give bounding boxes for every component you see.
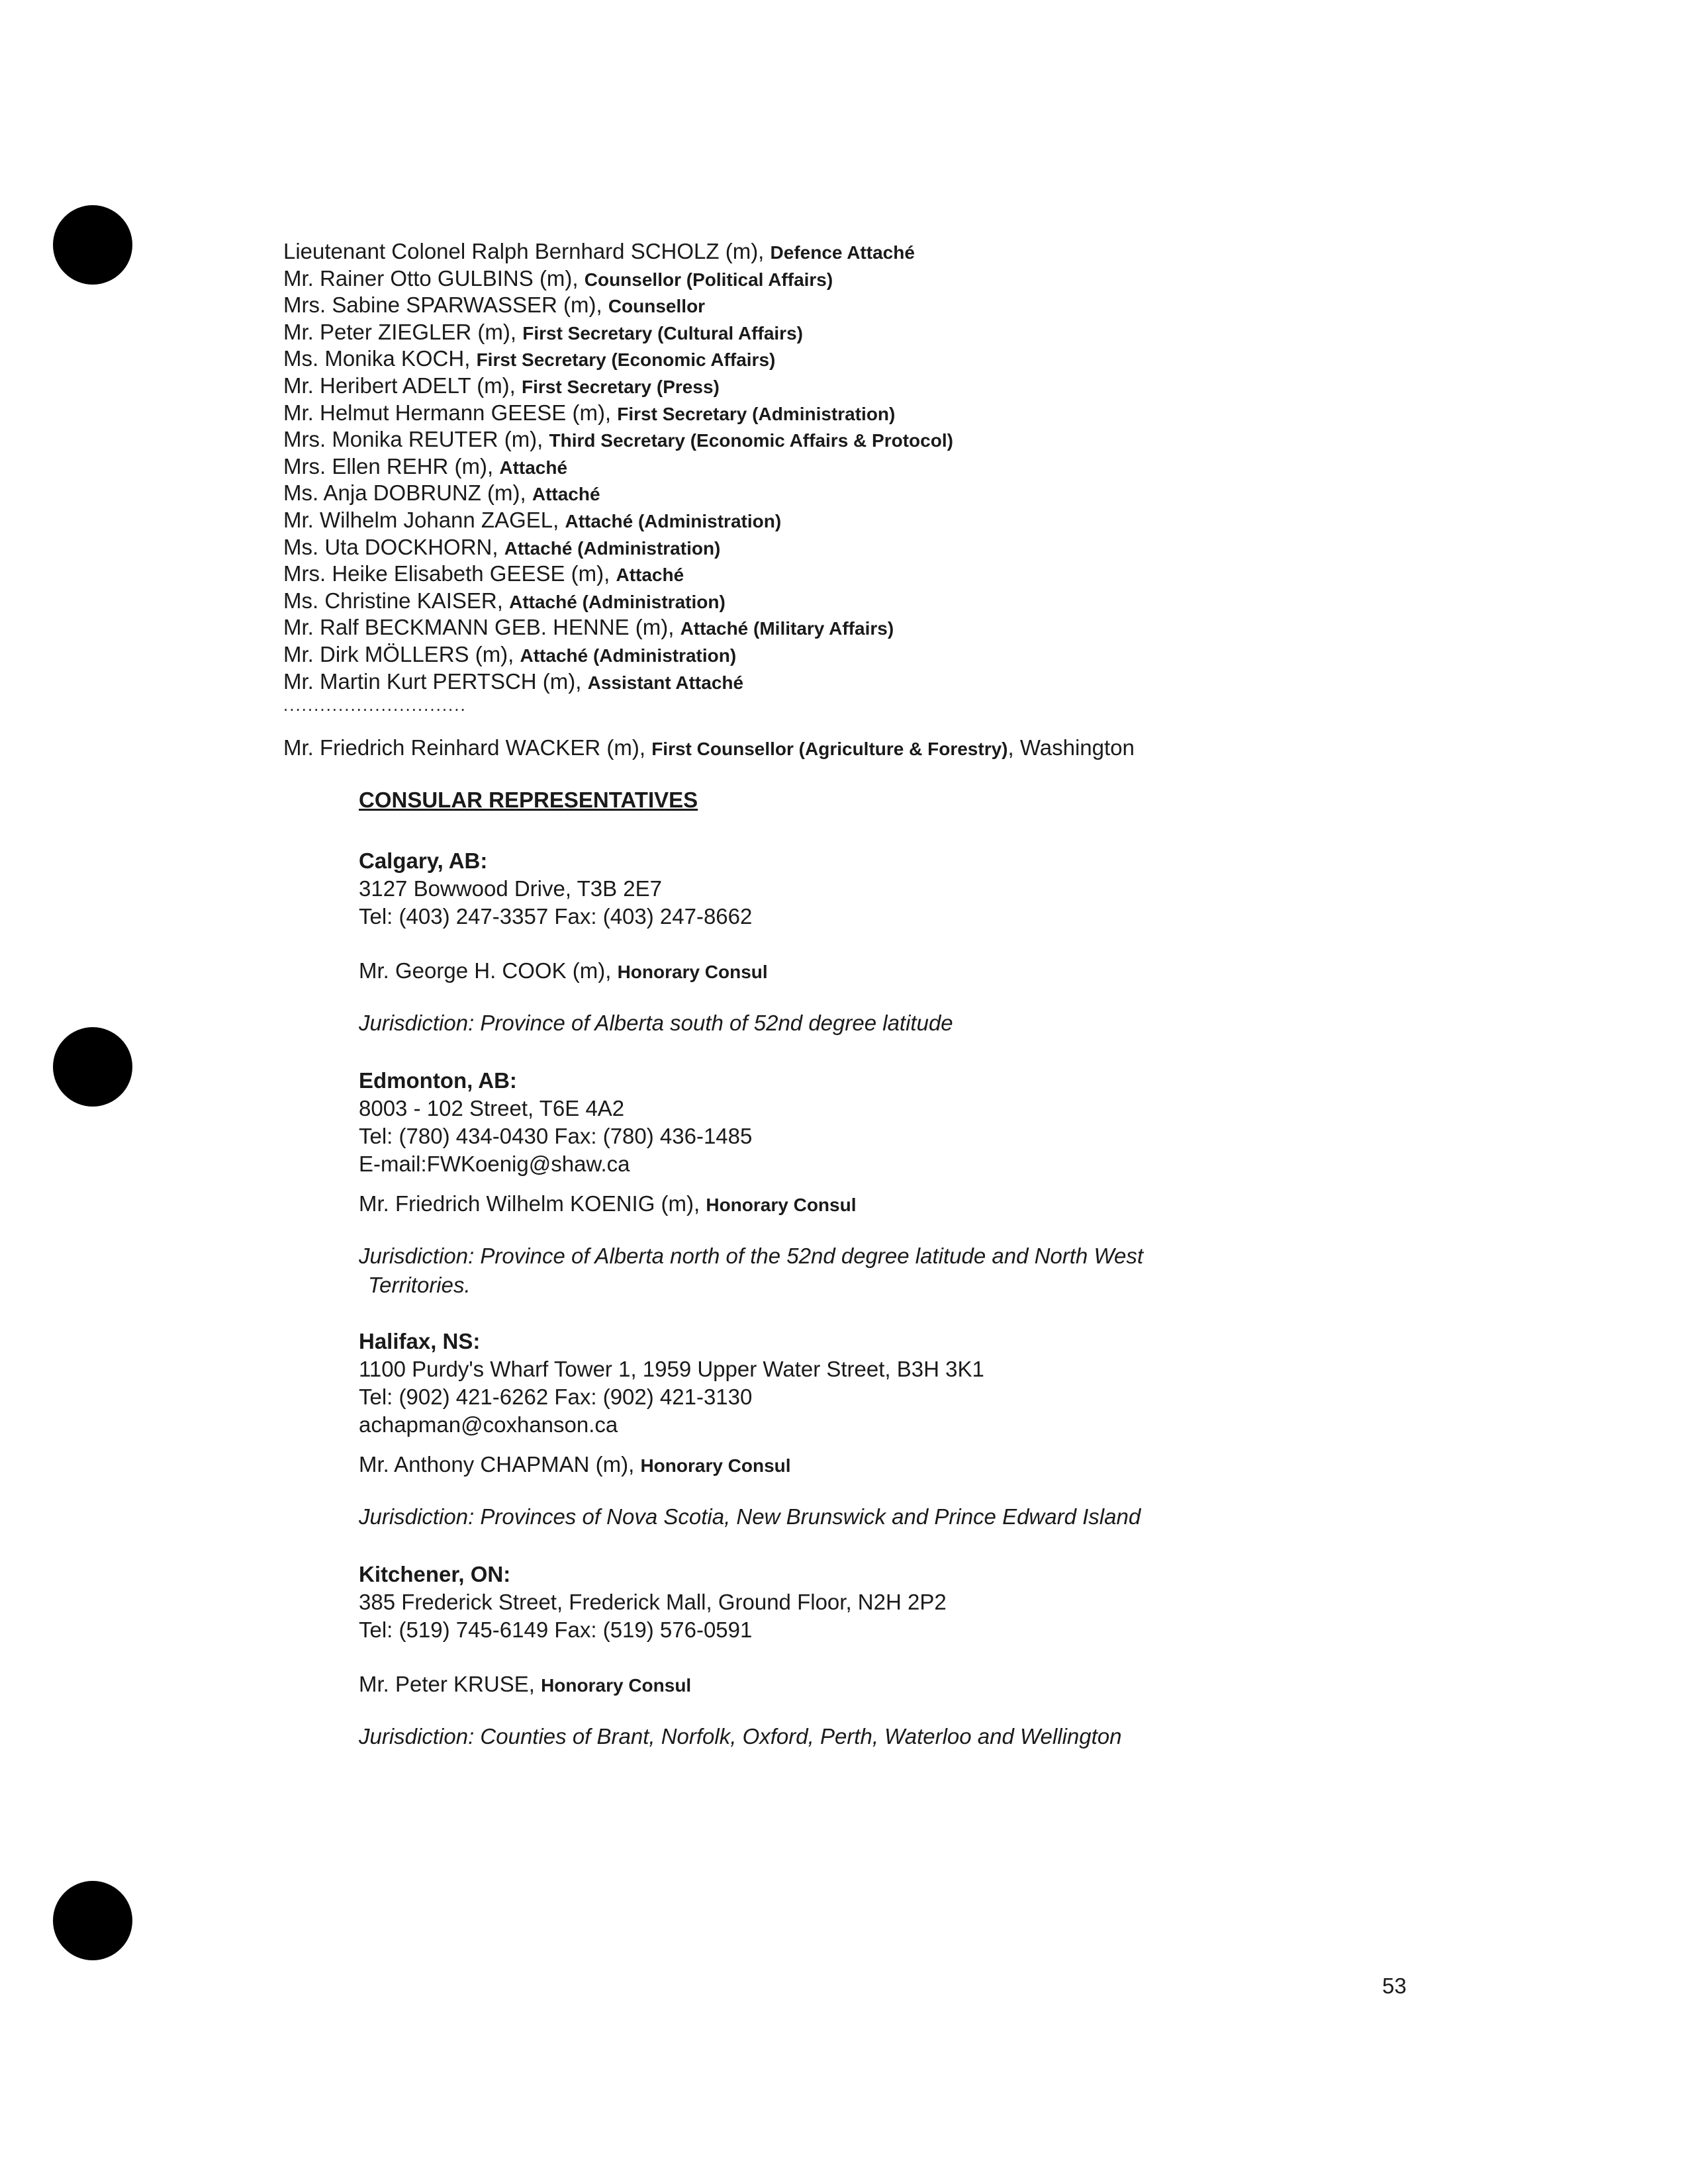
consulate-halifax <box>359 1328 1286 1531</box>
staff-title: Attaché <box>499 457 568 478</box>
consul-name: Mr. Peter KRUSE, <box>359 1672 541 1696</box>
consulate-city: Calgary, AB: <box>359 848 488 873</box>
separator-dots: .............................. <box>283 695 467 715</box>
staff-title: Attaché (Administration) <box>504 537 721 559</box>
staff-entry <box>283 453 1541 480</box>
staff-name: Ms. Christine KAISER, <box>283 588 510 613</box>
jurisdiction-text: Province of Alberta north of the 52nd degree latitude and North West <box>474 1244 1144 1268</box>
staff-name: Mr. Ralf BECKMANN GEB. HENNE (m), <box>283 615 680 640</box>
consulate-calgary <box>359 847 1286 1038</box>
binder-hole <box>53 205 132 285</box>
staff-name: Ms. Monika KOCH, <box>283 346 477 371</box>
staff-title: Attaché (Administration) <box>565 510 782 531</box>
section-heading: CONSULAR REPRESENTATIVES <box>359 788 698 812</box>
staff-entry <box>283 238 1541 265</box>
staff-name: Mr. Wilhelm Johann ZAGEL, <box>283 507 565 532</box>
consulate-email: E-mail:FWKoenig@shaw.ca <box>359 1152 630 1176</box>
staff-title: First Counsellor (Agriculture & Forestry) <box>651 739 1008 759</box>
consulate-kitchener <box>359 1561 1286 1751</box>
consul-entry <box>359 1451 1286 1480</box>
staff-name: Mr. Rainer Otto GULBINS (m), <box>283 265 585 291</box>
consulate-phone: Tel: (403) 247-3357 Fax: (403) 247-8662 <box>359 904 753 929</box>
consulate-city: Kitchener, ON: <box>359 1562 511 1586</box>
consul-name: Mr. Friedrich Wilhelm KOENIG (m), <box>359 1191 706 1216</box>
binder-hole <box>53 1881 132 1960</box>
staff-entry <box>283 588 1541 615</box>
consulate-address: 1100 Purdy's Wharf Tower 1, 1959 Upper Water Street, B3H 3K1 <box>359 1357 984 1381</box>
staff-name: Mr. Dirk MÖLLERS (m), <box>283 641 520 666</box>
staff-entry <box>283 265 1541 293</box>
staff-entry <box>283 534 1541 561</box>
consulate-phone: Tel: (780) 434-0430 Fax: (780) 436-1485 <box>359 1124 753 1148</box>
staff-title: Attaché <box>532 484 600 505</box>
consulate-address: 8003 - 102 Street, T6E 4A2 <box>359 1096 625 1120</box>
jurisdiction-text: Provinces of Nova Scotia, New Brunswick and Prince Edward Island <box>474 1504 1141 1529</box>
consul-title: Honorary Consul <box>706 1195 857 1215</box>
staff-title: Attaché (Administration) <box>509 591 726 612</box>
jurisdiction-label: Jurisdiction: <box>359 1504 475 1529</box>
consul-entry <box>359 1190 1286 1219</box>
staff-title: First Secretary (Press) <box>522 376 720 397</box>
staff-location: , Washington <box>1008 735 1135 760</box>
staff-title: Third Secretary (Economic Affairs & Protocol) <box>549 430 953 451</box>
staff-entry <box>283 345 1541 373</box>
consulate-city: Edmonton, AB: <box>359 1068 517 1093</box>
jurisdiction-label: Jurisdiction: <box>359 1011 475 1035</box>
staff-name: Ms. Anja DOBRUNZ (m), <box>283 480 532 506</box>
staff-name: Mrs. Monika REUTER (m), <box>283 427 549 452</box>
washington-staff-entry <box>283 735 1135 762</box>
consulate-address: 385 Frederick Street, Frederick Mall, Ground Floor, N2H 2P2 <box>359 1590 947 1614</box>
staff-title: Attaché (Military Affairs) <box>680 618 894 639</box>
jurisdiction <box>359 1009 1286 1038</box>
consul-entry <box>359 957 1286 986</box>
staff-title: First Secretary (Economic Affairs) <box>476 349 776 371</box>
staff-entry <box>283 373 1541 400</box>
staff-name: Mrs. Heike Elisabeth GEESE (m), <box>283 561 616 586</box>
jurisdiction-label: Jurisdiction: <box>359 1244 475 1268</box>
staff-name: Mr. Friedrich Reinhard WACKER (m), <box>283 735 652 760</box>
staff-title: Counsellor <box>608 296 706 317</box>
staff-name: Mrs. Ellen REHR (m), <box>283 453 500 478</box>
jurisdiction-label: Jurisdiction: <box>359 1724 475 1749</box>
staff-list <box>283 238 1541 695</box>
staff-entry <box>283 614 1541 641</box>
staff-entry <box>283 400 1541 427</box>
staff-title: Attaché (Administration) <box>520 645 737 666</box>
consulate-email: achapman@coxhanson.ca <box>359 1412 618 1437</box>
staff-entry <box>283 480 1541 507</box>
staff-entry <box>283 561 1541 588</box>
jurisdiction <box>359 1722 1286 1751</box>
consulate-phone: Tel: (519) 745-6149 Fax: (519) 576-0591 <box>359 1617 753 1642</box>
consul-entry <box>359 1670 1286 1700</box>
consulate-phone: Tel: (902) 421-6262 Fax: (902) 421-3130 <box>359 1385 753 1409</box>
staff-name: Ms. Uta DOCKHORN, <box>283 534 504 559</box>
jurisdiction-text: Province of Alberta south of 52nd degree latitude <box>474 1011 953 1035</box>
staff-name: Mr. Peter ZIEGLER (m), <box>283 319 523 344</box>
staff-title: First Secretary (Cultural Affairs) <box>522 322 803 343</box>
consulate-address: 3127 Bowwood Drive, T3B 2E7 <box>359 876 662 901</box>
staff-title: First Secretary (Administration) <box>617 403 896 424</box>
staff-title: Counsellor (Political Affairs) <box>584 269 833 290</box>
page-number: 53 <box>1382 1974 1407 1998</box>
consul-title: Honorary Consul <box>640 1455 791 1476</box>
staff-entry <box>283 426 1541 453</box>
consul-name: Mr. George H. COOK (m), <box>359 958 618 983</box>
jurisdiction <box>359 1502 1286 1531</box>
staff-entry <box>283 641 1541 668</box>
consul-title: Honorary Consul <box>617 962 768 982</box>
staff-title: Assistant Attaché <box>587 672 744 693</box>
jurisdiction-text: Counties of Brant, Norfolk, Oxford, Perth, Waterloo and Wellington <box>474 1724 1122 1749</box>
staff-entry <box>283 507 1541 534</box>
staff-entry <box>283 668 1541 696</box>
consul-name: Mr. Anthony CHAPMAN (m), <box>359 1452 641 1477</box>
consulate-city: Halifax, NS: <box>359 1329 481 1353</box>
consul-title: Honorary Consul <box>541 1675 692 1696</box>
staff-title: Attaché <box>616 565 684 586</box>
staff-name: Lieutenant Colonel Ralph Bernhard SCHOLZ (m), <box>283 239 771 263</box>
binder-hole <box>53 1027 132 1107</box>
jurisdiction <box>359 1242 1286 1271</box>
staff-name: Mrs. Sabine SPARWASSER (m), <box>283 293 608 318</box>
staff-name: Mr. Heribert ADELT (m), <box>283 373 522 398</box>
staff-name: Mr. Helmut Hermann GEESE (m), <box>283 400 618 425</box>
staff-name: Mr. Martin Kurt PERTSCH (m), <box>283 668 588 694</box>
staff-entry <box>283 292 1541 319</box>
jurisdiction-continued: Territories. <box>368 1273 471 1297</box>
staff-title: Defence Attaché <box>770 242 915 263</box>
staff-entry <box>283 319 1541 346</box>
consulate-edmonton <box>359 1067 1286 1300</box>
